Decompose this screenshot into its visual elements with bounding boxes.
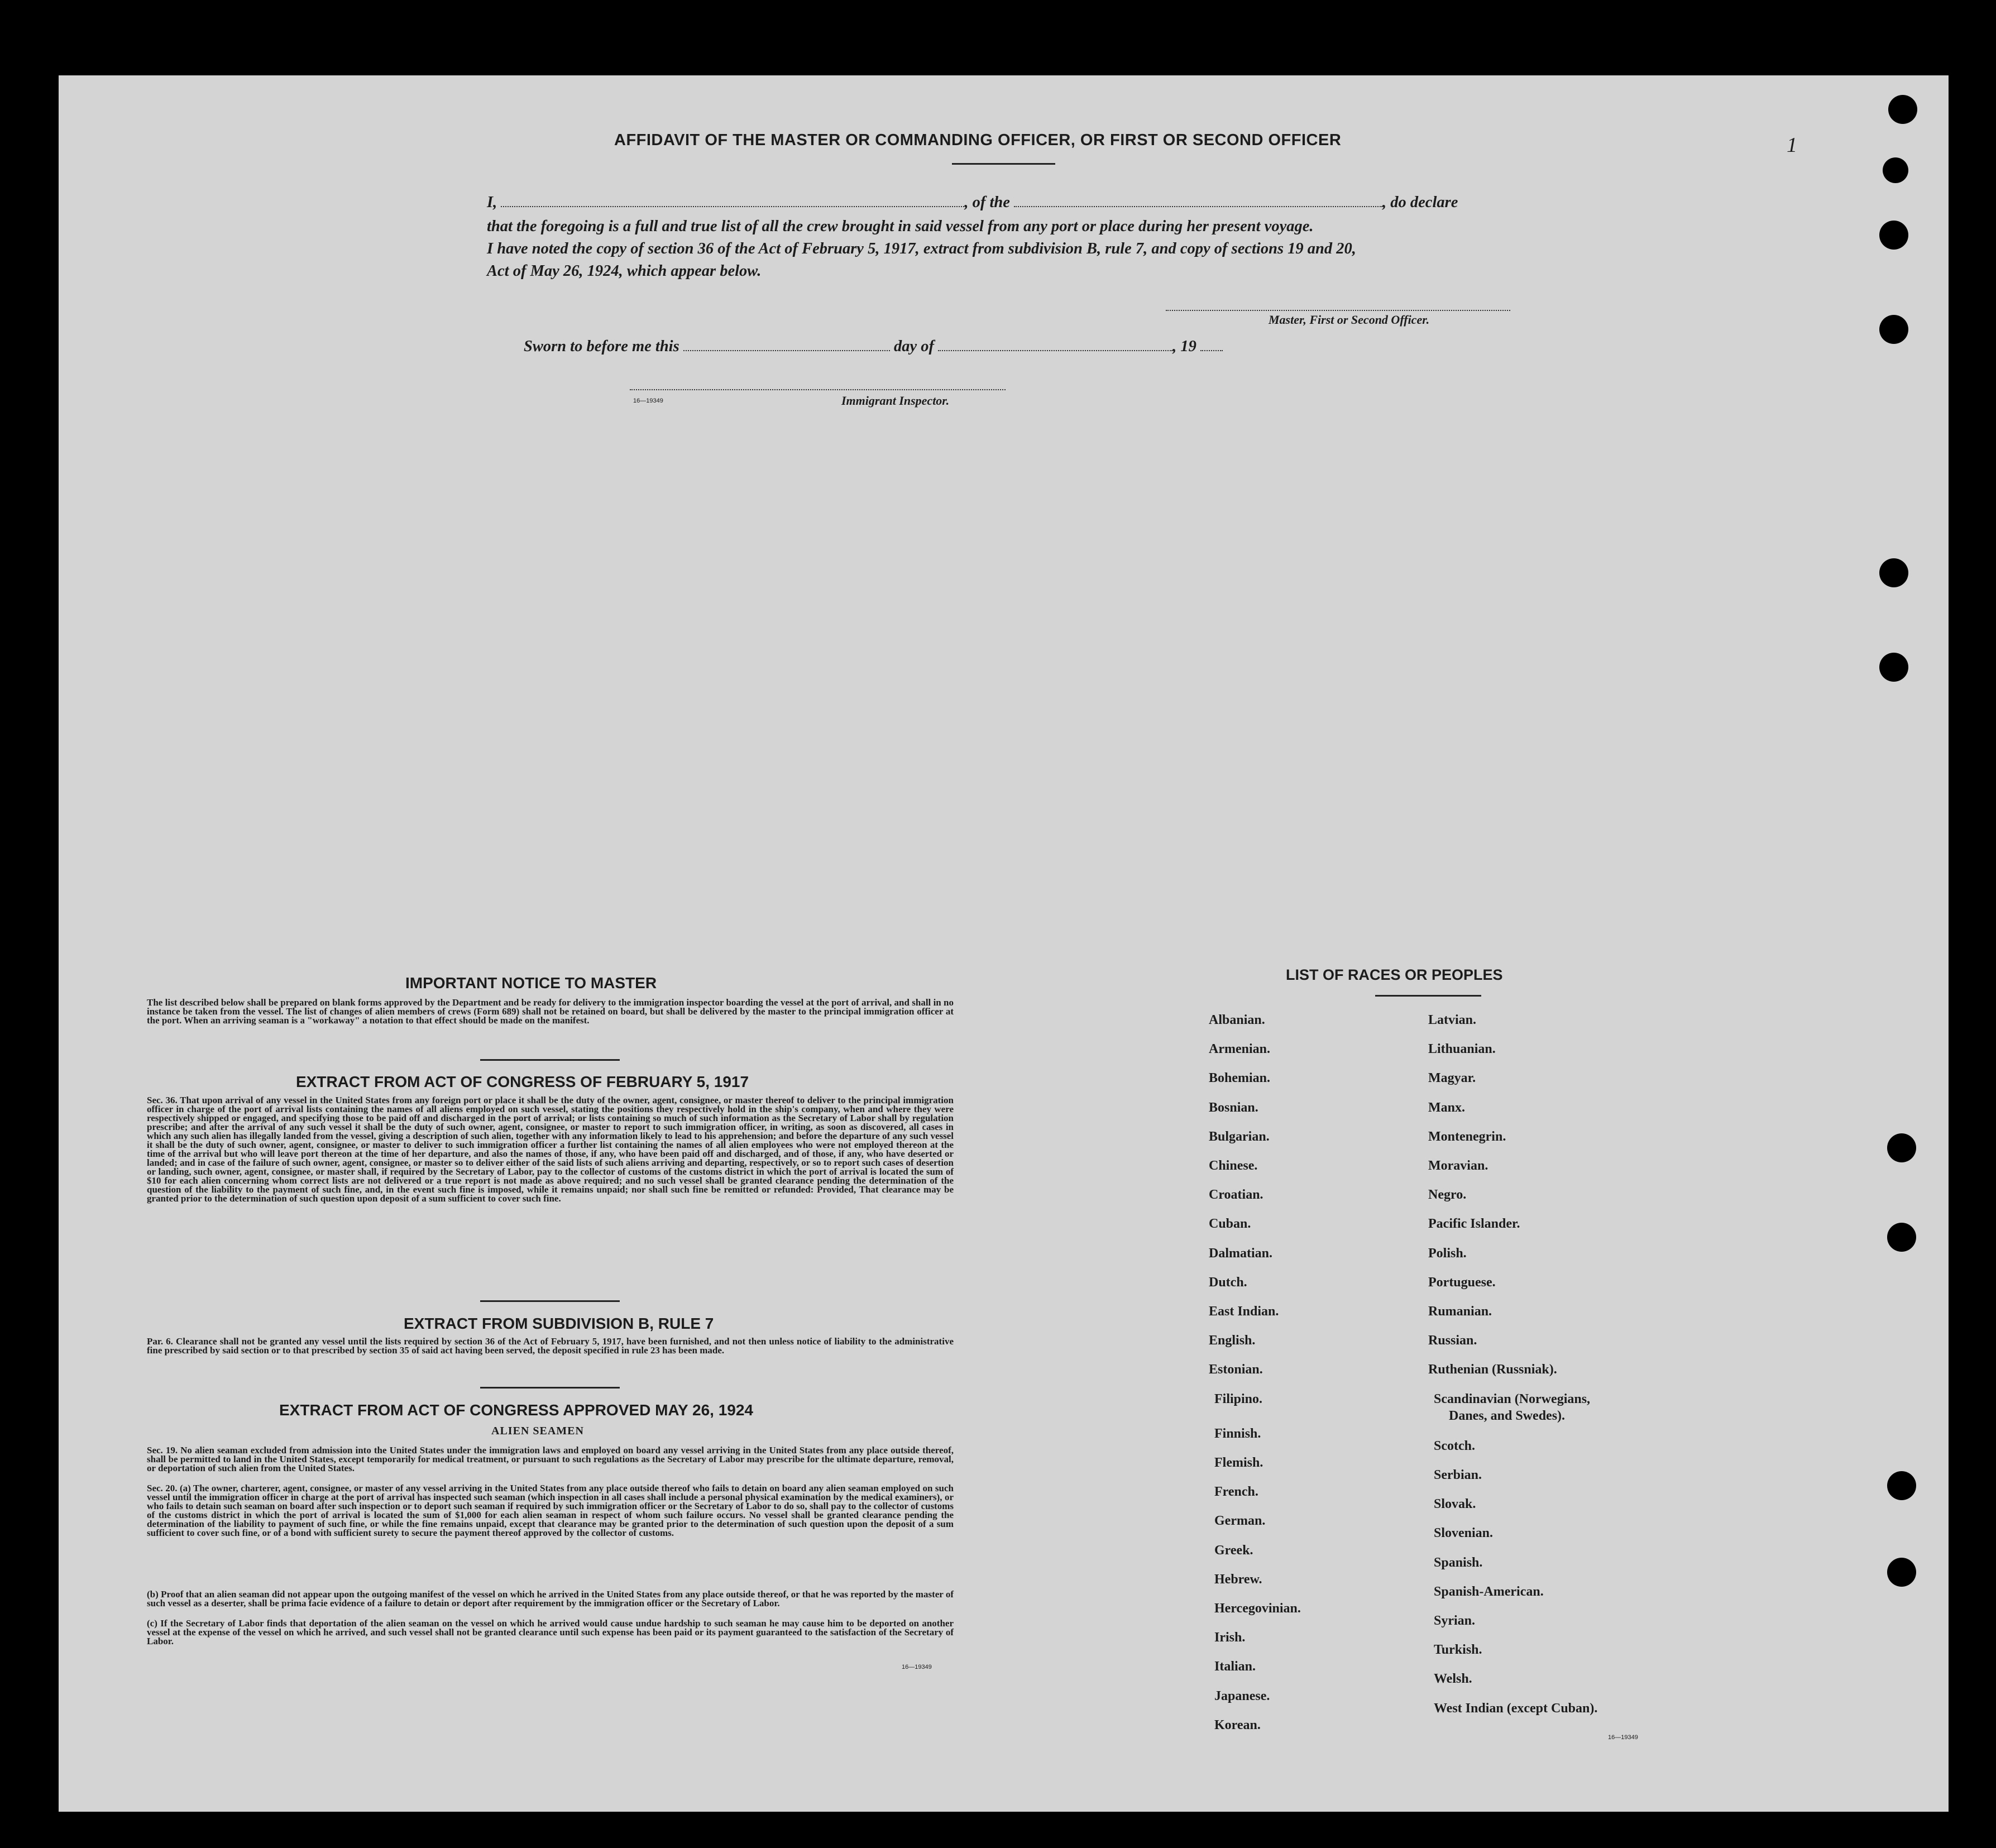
race-item: Montenegrin. (1428, 1129, 1506, 1144)
punch-hole (1879, 315, 1908, 344)
master-signature-caption: Master, First or Second Officer. (1269, 313, 1430, 327)
extract-1917-text: Sec. 36. That upon arrival of any vessel in the United States from any foreign port or place it shall be the duty of the owner, agent, consignee, or master thereof to deliver to the principal immigration officer in charge of the port of arrival lists containing the names of all aliens employed on such vessel, stating the positions they respectively hold in the ship's company, when and where they were respectively shipped or engaged, and specifying those to be paid off and discharged in the port of arrival; or lists containing so much of such information as the Secretary of Labor shall by regulation prescribe; and after the arrival of any such vessel it shall be the duty of such owner, agent, consignee, or master to report to such immigration officer, in writing, as soon as discovered, all cases in which any such alien has illegally landed from the vessel, giving a description of such alien, together with any information likely to lead to his apprehension; and before the departure of any such vessel it shall be the duty of such owner, agent, consignee, or master to deliver to such immigration officer a further list containing the names of all alien employees who were not employed thereon at the time of the arrival but who will leave port thereon at the time of her departure, and also the names of those, if any, who have been paid off and discharged, and of those, if any, who have deserted or landed; and in case of the failure of such owner, agent, consignee, or master so to deliver either of the said lists of such aliens arriving and departing, respectively, or so to report such cases of desertion or landing, such owner, agent, consignee, or master shall, if required by the Secretary of Labor, pay to the collector of customs of the customs district in which the port of arrival is located the sum of $10 for each alien concerning whom correct lists are not delivered or a true report is not made as above required; and no such vessel shall be granted clearance pending the determination of the question of the liability to the payment of such fine, and, in the event such fine is imposed, while it remains unpaid; nor shall such fine be remitted or refunded: Provided, That clearance may be granted prior to the determination of such question upon deposit of a sum sufficient to cover such fine. (147, 1095, 954, 1204)
alien-seamen-subtitle: ALIEN SEAMEN (491, 1425, 584, 1437)
affidavit-title: AFFIDAVIT OF THE MASTER OR COMMANDING OFFICER, OR FIRST OR SECOND OFFICER (614, 131, 1342, 149)
sec20c-text: (c) If the Secretary of Labor finds that deportation of the alien seaman on the vessel on which he arrived would cause undue hardship to such seaman he may cause him to be deported on another vessel at the expense of the vessel on which he arrived, and such vessel shall not be granted clearance until such expense has been paid or its payment guaranteed to the satisfaction of the Secretary of Labor. (147, 1618, 954, 1646)
races-divider (1375, 995, 1481, 997)
affidavit-line1-start: I, (487, 194, 497, 211)
race-item: Finnish. (1214, 1426, 1261, 1441)
punch-hole (1879, 653, 1908, 682)
sworn-day-of: day of (893, 338, 934, 355)
race-item: Lithuanian. (1428, 1042, 1496, 1057)
race-item: Ruthenian (Russniak). (1428, 1362, 1557, 1377)
punch-hole (1887, 1223, 1916, 1252)
page-number: 1 (1787, 133, 1797, 157)
affidavit-line1-end: , do declare (1382, 194, 1458, 211)
inspector-caption: Immigrant Inspector. (841, 394, 950, 408)
race-item: Bulgarian. (1209, 1129, 1270, 1144)
sec20b-text: (b) Proof that an alien seaman did not appear upon the outgoing manifest of the vessel on which he arrived in the United States from any place outside thereof, or that he was reported by the master of such vessel as a deserter, shall be prima facie evidence of a failure to detain or deport after requirement by the immigration officer or the Secretary of Labor. (147, 1589, 954, 1608)
punch-hole (1887, 1558, 1916, 1587)
race-item: Albanian. (1209, 1013, 1265, 1027)
races-title: LIST OF RACES OR PEOPLES (1286, 966, 1503, 983)
race-item: Filipino. (1214, 1391, 1263, 1406)
race-item: Scandinavian (Norwegians, (1434, 1391, 1591, 1406)
race-item: Negro. (1428, 1188, 1467, 1203)
punch-hole (1888, 95, 1917, 124)
sec20a-text: Sec. 20. (a) The owner, charterer, agent, consignee, or master of any vessel arriving in the United States from any place outside thereof who fails to detain on board any alien seaman employed on such vessel until the immigration officer in charge at the port of arrival has inspected such seaman (which inspection in all cases shall include a personal physical examination by the medical examiners), or who fails to detain such seaman on board after such inspection or to deport such seaman if required by such immigration officer or the Secretary of Labor to do so, shall pay to the collector of customs of the customs district in which the port of arrival is located the sum of $1,000 for each alien seaman in respect of whom such failure occurs. No vessel shall be granted clearance pending the determination of the liability to payment of such fine, or while the fine remains unpaid, except that clearance may be granted prior to the determination of such question upon the deposit of a sum sufficient to cover such fine, or of a bond with sufficient surety to secure the payment thereof approved by the collector of customs. (147, 1483, 954, 1538)
subdivision-b-divider (480, 1387, 620, 1389)
race-item: Flemish. (1214, 1456, 1263, 1470)
race-item: Croatian. (1209, 1188, 1263, 1203)
punch-hole (1883, 157, 1908, 183)
race-item: French. (1214, 1485, 1258, 1500)
race-item: Turkish. (1434, 1643, 1482, 1658)
sworn-line (524, 338, 1573, 356)
race-item: Cuban. (1209, 1217, 1251, 1232)
race-item: Scotch. (1434, 1438, 1475, 1453)
race-item: Magyar. (1428, 1071, 1476, 1086)
vessel-name-field[interactable] (1014, 195, 1382, 207)
race-item: Hebrew. (1214, 1572, 1262, 1587)
sworn-year-field[interactable] (1200, 339, 1223, 351)
race-item: Bohemian. (1209, 1071, 1271, 1086)
punch-hole (1879, 221, 1908, 250)
race-item: Italian. (1214, 1659, 1256, 1674)
race-item: Dutch. (1209, 1275, 1247, 1290)
race-item: Estonian. (1209, 1362, 1263, 1377)
race-item: Greek. (1214, 1543, 1253, 1558)
extract-1924-title: EXTRACT FROM ACT OF CONGRESS APPROVED MAY 26, 1924 (279, 1401, 753, 1419)
subdivision-b-title: EXTRACT FROM SUBDIVISION B, RULE 7 (404, 1315, 714, 1332)
race-item: West Indian (except Cuban). (1434, 1701, 1598, 1716)
race-item: Spanish. (1434, 1555, 1483, 1570)
sworn-text: Sworn to before me this (524, 338, 679, 355)
master-signature-line[interactable] (1166, 310, 1510, 311)
race-item: Slovak. (1434, 1497, 1476, 1512)
extract-form-number: 16—19349 (902, 1664, 932, 1670)
notice-title: IMPORTANT NOTICE TO MASTER (405, 974, 657, 992)
inspector-signature-line[interactable] (630, 389, 1006, 390)
affidavit-line-2: that the foregoing is a full and true list of all the crew brought in said vessel from any port or place during her present voyage. (487, 218, 1314, 235)
race-item: Japanese. (1214, 1688, 1270, 1703)
punch-hole (1879, 558, 1908, 587)
race-item: East Indian. (1209, 1304, 1279, 1319)
race-item: Korean. (1214, 1717, 1261, 1732)
race-item: Syrian. (1434, 1614, 1476, 1628)
punch-hole (1887, 1471, 1916, 1500)
race-item: Latvian. (1428, 1013, 1477, 1027)
race-item: Rumanian. (1428, 1304, 1492, 1319)
notice-text: The list described below shall be prepared on blank forms approved by the Department and be ready for delivery to the immigration inspector boarding the vessel at the port of arrival, and shall in no instance be taken from the vessel. The list of changes of alien members of crews (Form 689) shall not be retained on board, but shall be delivered by the master to the principal immigration officer at the port. When an arriving seaman is a "workaway" a notation to that effect should be made on the manifest. (147, 997, 954, 1026)
extract-1917-divider (480, 1300, 620, 1302)
race-item: Spanish-American. (1434, 1584, 1544, 1599)
race-item: Danes, and Swedes). (1449, 1408, 1566, 1423)
subdivision-b-text: Par. 6. Clearance shall not be granted any vessel until the lists required by section 36 of the Act of February 5, 1917, have been furnished, and not then unless notice of liability to the administrative fine prescribed by said section or to that prescribed by section 35 of said act having been served, the deposit specified in rule 23 has been made. (147, 1336, 954, 1356)
race-item: Moravian. (1428, 1158, 1488, 1173)
extract-1917-title: EXTRACT FROM ACT OF CONGRESS OF FEBRUARY 5, 1917 (296, 1073, 749, 1090)
affidavit-line-3: I have noted the copy of section 36 of the Act of February 5, 1917, extract from subdivision B, rule 7, and copy of sections 19 and 20, (487, 240, 1356, 257)
punch-hole (1887, 1133, 1916, 1162)
race-item: Slovenian. (1434, 1526, 1494, 1541)
races-form-number: 16—19349 (1608, 1734, 1638, 1741)
race-item: Pacific Islander. (1428, 1217, 1520, 1232)
sworn-year-prefix: , 19 (1172, 338, 1196, 355)
master-name-field[interactable] (501, 195, 964, 207)
race-item: Bosnian. (1209, 1100, 1258, 1115)
race-item: Chinese. (1209, 1158, 1258, 1173)
race-item: Serbian. (1434, 1468, 1482, 1482)
title-divider (952, 163, 1055, 165)
race-item: Dalmatian. (1209, 1246, 1272, 1261)
document-page (59, 75, 1949, 1812)
sworn-month-field[interactable] (938, 339, 1172, 351)
race-item: Hercegovinian. (1214, 1601, 1301, 1616)
affidavit-line-4: Act of May 26, 1924, which appear below. (487, 262, 762, 280)
sworn-day-field[interactable] (683, 339, 890, 351)
sec19-text: Sec. 19. No alien seaman excluded from admission into the United States under the immigration laws and employed on board any vessel arriving in the United States from any place outside thereof, shall be permitted to land in the United States, except temporarily for medical treatment, or pursuant to such regulations as the Secretary of Labor may prescribe for the ultimate departure, removal, or deportation of such alien from the United States. (147, 1445, 954, 1473)
notice-divider (480, 1059, 620, 1061)
race-item: Armenian. (1209, 1042, 1270, 1057)
race-item: Manx. (1428, 1100, 1465, 1115)
race-item: German. (1214, 1514, 1266, 1529)
race-item: Portuguese. (1428, 1275, 1496, 1290)
affidavit-line1-mid: , of the (964, 194, 1010, 211)
affidavit-line-1 (487, 194, 1537, 212)
race-item: Welsh. (1434, 1672, 1472, 1687)
race-item: Polish. (1428, 1246, 1467, 1261)
race-item: Irish. (1214, 1630, 1246, 1645)
affidavit-form-number: 16—19349 (633, 398, 663, 404)
race-item: English. (1209, 1333, 1256, 1348)
race-item: Russian. (1428, 1333, 1477, 1348)
